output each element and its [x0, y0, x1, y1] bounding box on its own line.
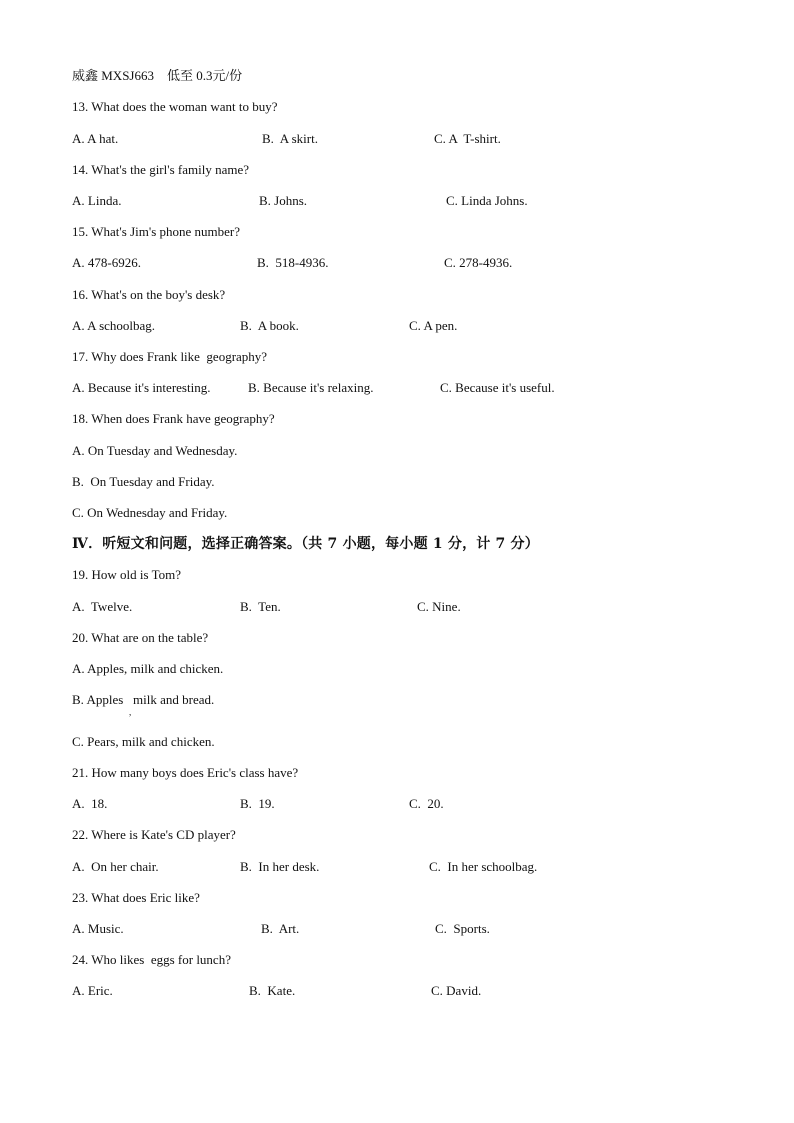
page-header: 威鑫 MXSJ663 低至 0.3元/份 [72, 68, 243, 83]
question-19: 19. How old is Tom? [72, 567, 181, 582]
question-22: 22. Where is Kate's CD player? [72, 827, 236, 842]
q22-option-c: C. In her schoolbag. [429, 859, 538, 874]
q24-option-b: B. Kate. [249, 983, 296, 998]
question-14: 14. What's the girl's family name? [72, 162, 250, 177]
q21-option-b: B. 19. [240, 796, 275, 811]
q20-option-a: A. Apples, milk and chicken. [72, 661, 224, 676]
question-18: 18. When does Frank have geography? [72, 411, 275, 426]
question-23: 23. What does Eric like? [72, 890, 200, 905]
q18-option-c: C. On Wednesday and Friday. [72, 505, 228, 520]
q14-option-b: B. Johns. [259, 193, 308, 208]
q13-option-c: C. A T-shirt. [434, 131, 501, 146]
q18-option-a: A. On Tuesday and Wednesday. [72, 443, 238, 458]
q18-option-b: B. On Tuesday and Friday. [72, 474, 215, 489]
question-21: 21. How many boys does Eric's class have? [72, 765, 299, 780]
stray-comma-mark: , [129, 707, 132, 717]
q13-option-b: B. A skirt. [262, 131, 318, 146]
question-13: 13. What does the woman want to buy? [72, 99, 278, 114]
q15-option-c: C. 278-4936. [444, 255, 513, 270]
q22-option-a: A. On her chair. [72, 859, 159, 874]
q23-option-a: A. Music. [72, 921, 124, 936]
q23-option-c: C. Sports. [435, 921, 490, 936]
section-title: Ⅳ．听短文和问题，选择正确答案。（共 7 小题，每小题 1 分，计 7 分） [72, 536, 539, 552]
q17-option-b: B. Because it's relaxing. [248, 380, 374, 395]
q23-option-b: B. Art. [261, 921, 300, 936]
q19-option-c: C. Nine. [417, 599, 461, 614]
question-20: 20. What are on the table? [72, 630, 209, 645]
q24-option-c: C. David. [431, 983, 482, 998]
question-24: 24. Who likes eggs for lunch? [72, 952, 231, 967]
q13-option-a: A. A hat. [72, 131, 119, 146]
q21-option-c: C. 20. [409, 796, 444, 811]
q19-option-a: A. Twelve. [72, 599, 133, 614]
question-15: 15. What's Jim's phone number? [72, 224, 241, 239]
q15-option-b: B. 518-4936. [257, 255, 329, 270]
q17-option-a: A. Because it's interesting. [72, 380, 211, 395]
q19-option-b: B. Ten. [240, 599, 281, 614]
q22-option-b: B. In her desk. [240, 859, 320, 874]
q16-option-a: A. A schoolbag. [72, 318, 156, 333]
question-17: 17. Why does Frank like geography? [72, 349, 268, 364]
q14-option-a: A. Linda. [72, 193, 122, 208]
q16-option-b: B. A book. [240, 318, 299, 333]
q17-option-c: C. Because it's useful. [440, 380, 555, 395]
q16-option-c: C. A pen. [409, 318, 458, 333]
q21-option-a: A. 18. [72, 796, 108, 811]
q20-option-b: B. Apples milk and bread. [72, 692, 215, 707]
q15-option-a: A. 478-6926. [72, 255, 141, 270]
q24-option-a: A. Eric. [72, 983, 113, 998]
question-16: 16. What's on the boy's desk? [72, 287, 226, 302]
q20-option-c: C. Pears, milk and chicken. [72, 734, 215, 749]
q14-option-c: C. Linda Johns. [446, 193, 528, 208]
